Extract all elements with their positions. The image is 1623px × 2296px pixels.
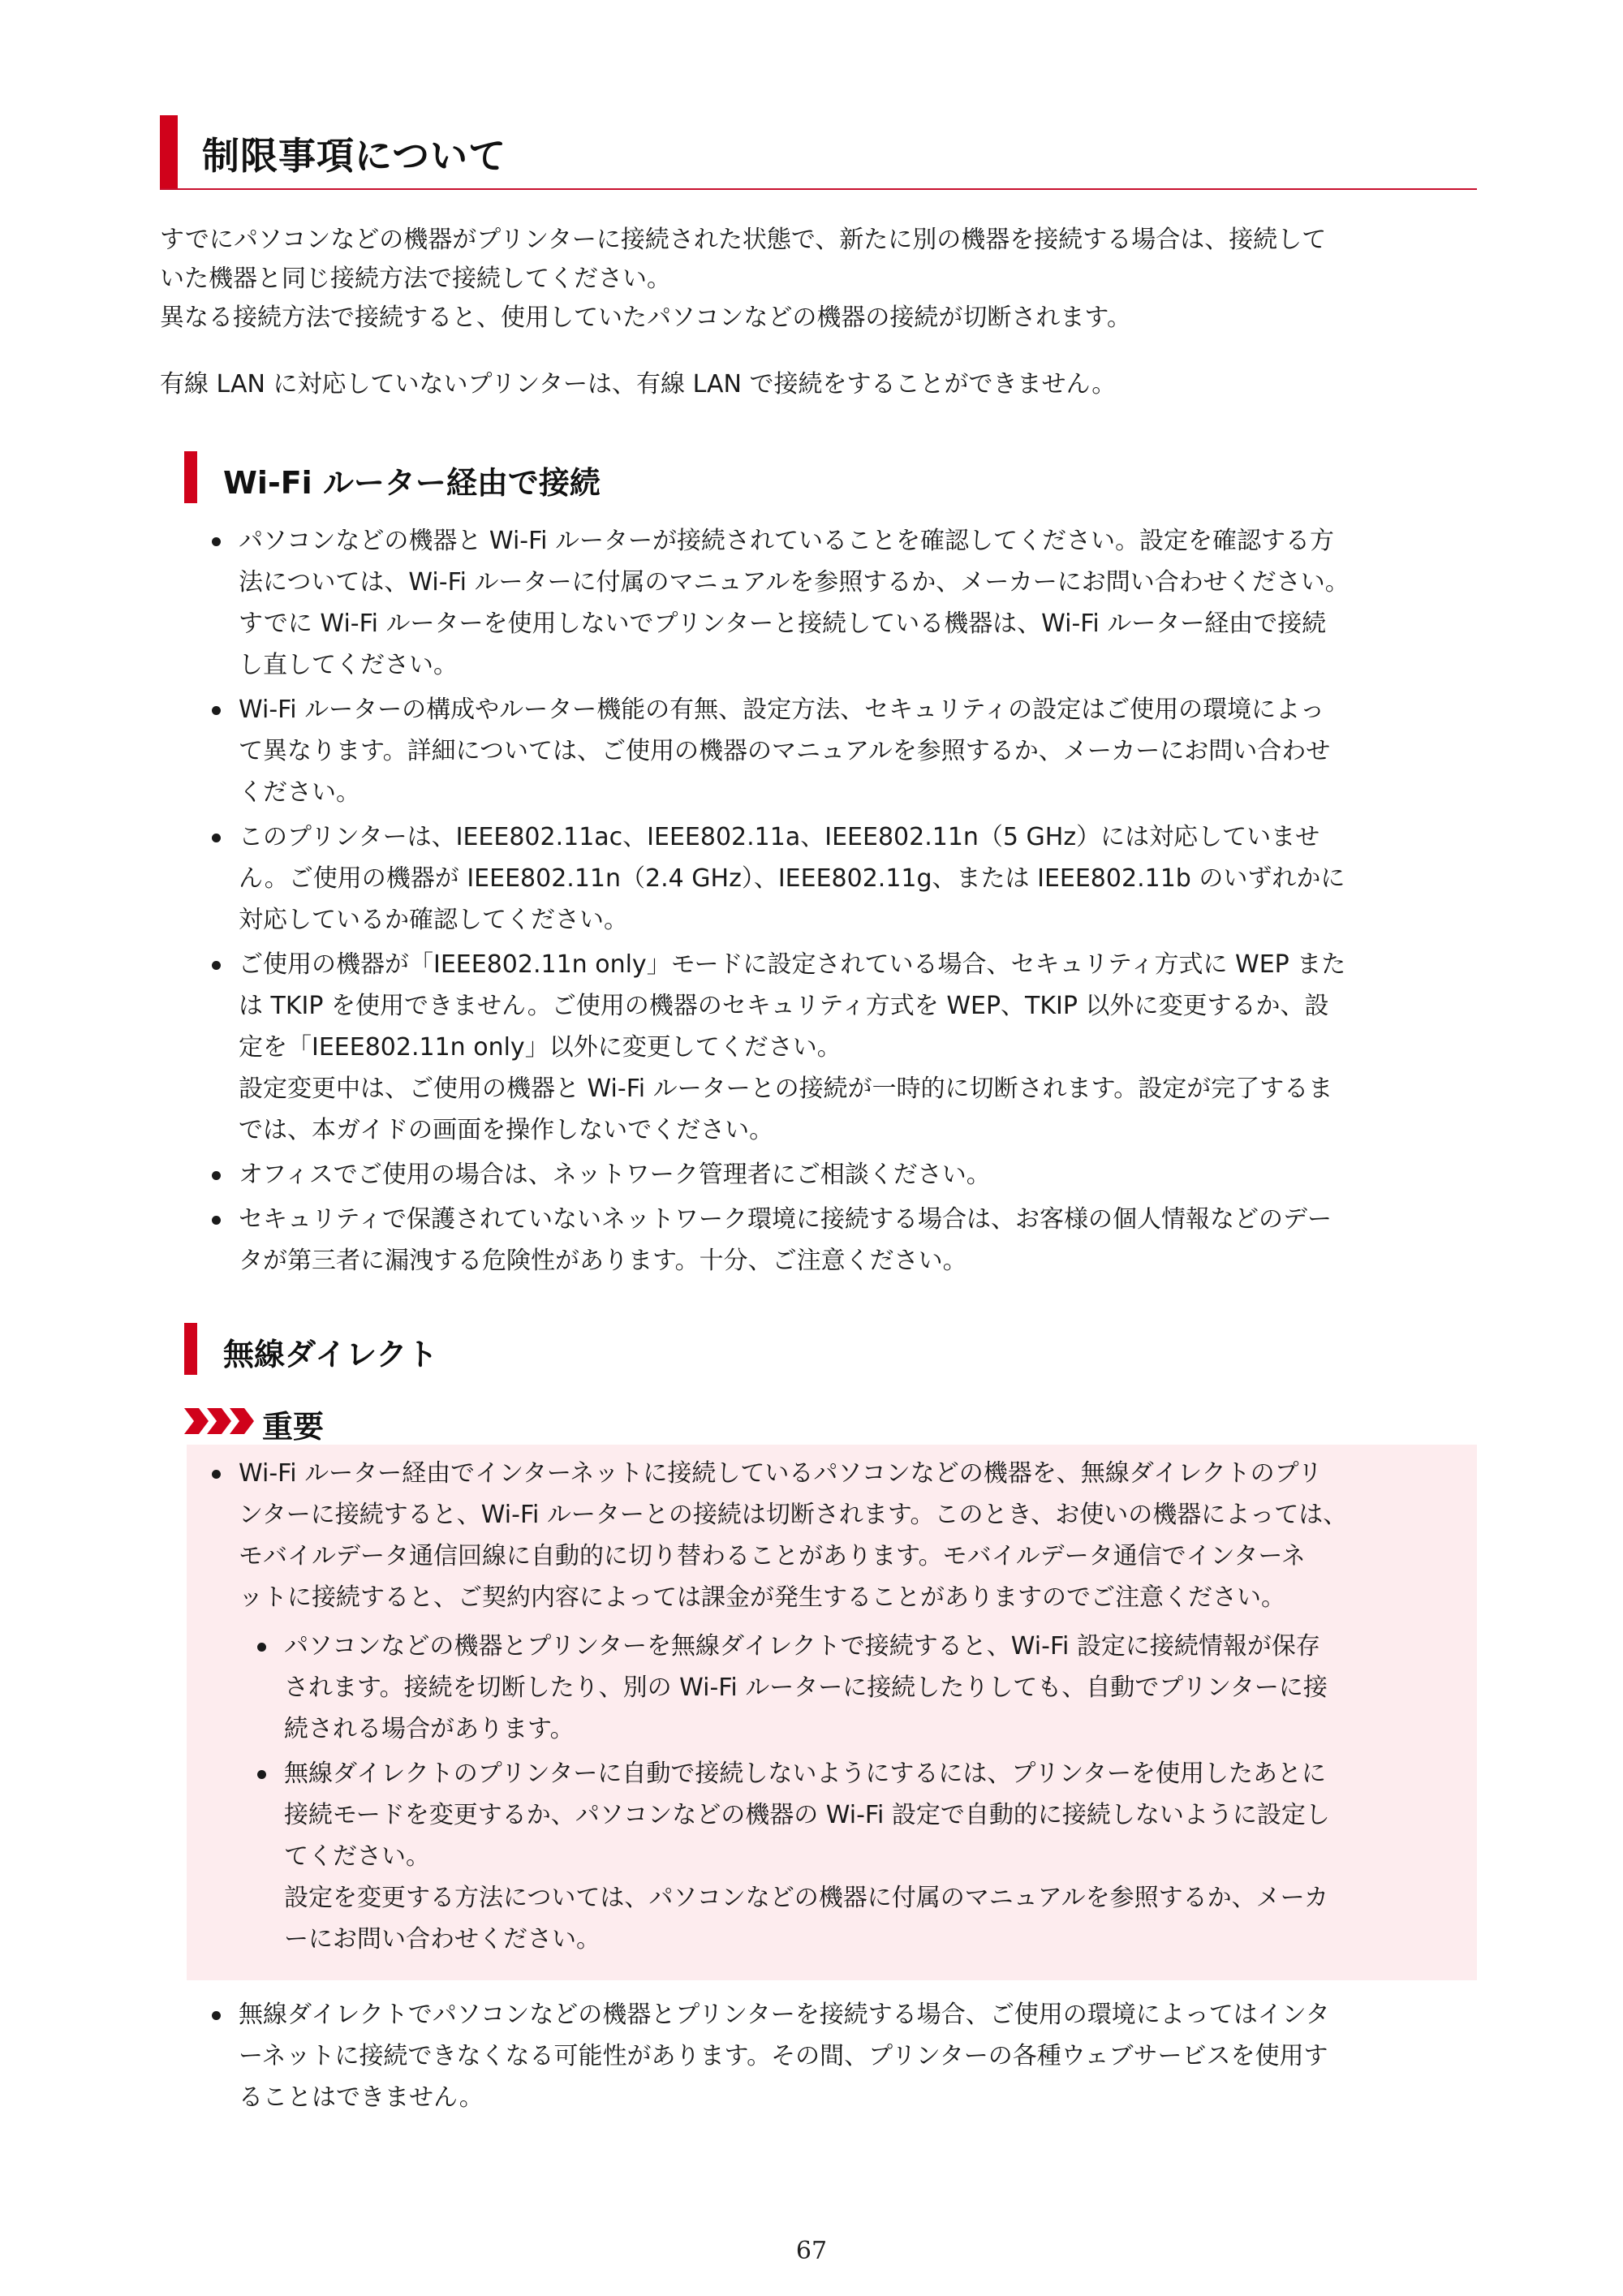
direct-bullet-list: [239, 1994, 1488, 2122]
page-title: 制限事項について: [202, 134, 507, 178]
list-item: [239, 1154, 1488, 1195]
intro-paragraph: [160, 221, 1483, 338]
list-item-line: ンターに接続すると、Wi-Fi ルーターとの接続は切断されます。このとき、お使いの機器によっては、: [239, 1501, 1348, 1529]
wifi-heading-text: Wi-Fi ルーター経由で接続: [223, 465, 601, 501]
heading-accent-bar: [184, 1323, 197, 1375]
bullet-dot-icon: [212, 706, 221, 715]
bullet-dot-icon: [212, 1171, 221, 1180]
section-title-block: [160, 115, 1477, 190]
list-item: [239, 944, 1488, 1151]
list-item-line: 無線ダイレクトのプリンターに自動で接続しないようにするには、プリンターを使用したあとに: [284, 1760, 1326, 1788]
bullet-dot-icon: [212, 1470, 221, 1479]
list-item-line: 定を「IEEE802.11n only」以外に変更してください。: [239, 1033, 842, 1062]
list-item-line: 続される場合があります。: [284, 1715, 575, 1743]
list-item-line: パソコンなどの機器とプリンターを無線ダイレクトで接続すると、Wi-Fi 設定に接続情報が保存: [284, 1632, 1320, 1661]
list-item: [239, 689, 1488, 813]
intro-line: すでにパソコンなどの機器がプリンターに接続された状態で、新たに別の機器を接続する場合は、接続して: [160, 226, 1327, 254]
list-item-line: ん。ご使用の機器が IEEE802.11n（2.4 GHz）、IEEE802.11g、または IEEE802.11b のいずれかに: [239, 864, 1345, 893]
bullet-dot-icon: [257, 1770, 266, 1779]
bullet-dot-icon: [212, 961, 221, 970]
list-item-line: ご使用の機器が「IEEE802.11n only」モードに設定されている場合、セキュリティ方式に WEP また: [239, 950, 1346, 979]
list-item-line: ーにお問い合わせください。: [284, 1925, 601, 1954]
list-item-line: セキュリティで保護されていないネットワーク環境に接続する場合は、お客様の個人情報などのデー: [239, 1205, 1332, 1234]
bullet-dot-icon: [257, 1643, 266, 1652]
list-item-line: されます。接続を切断したり、別の Wi-Fi ルーターに接続したりしても、自動でプリンターに接: [284, 1674, 1328, 1702]
intro-line: 異なる接続方法で接続すると、使用していたパソコンなどの機器の接続が切断されます。: [160, 304, 1131, 332]
list-item-line: オフィスでご使用の場合は、ネットワーク管理者にご相談ください。: [239, 1161, 991, 1189]
heading-accent-bar: [184, 451, 197, 503]
bullet-dot-icon: [212, 1216, 221, 1225]
bullet-dot-icon: [212, 537, 221, 546]
list-item-line: て異なります。詳細については、ご使用の機器のマニュアルを参照するか、メーカーにお問い合わせ: [239, 737, 1331, 765]
list-item: [284, 1626, 1481, 1750]
important-label-text: 重要: [262, 1409, 325, 1445]
list-item-line: ットに接続すると、ご契約内容によっては課金が発生することがありますのでご注意ください。: [239, 1583, 1285, 1612]
direct-heading-text: 無線ダイレクト: [223, 1337, 438, 1372]
list-item-line: ーネットに接続できなくなる可能性があります。その間、プリンターの各種ウェブサービスを使用す: [239, 2042, 1328, 2070]
list-item-line: このプリンターは、IEEE802.11ac、IEEE802.11a、IEEE802.11n（5 GHz）には対応していませ: [239, 823, 1320, 851]
intro-line: いた機器と同じ接続方法で接続してください。: [160, 265, 671, 293]
list-item-line: 対応しているか確認してください。: [239, 906, 628, 934]
list-item: [239, 1453, 1480, 1618]
list-item-line: では、本ガイドの画面を操作しないでください。: [239, 1116, 774, 1144]
list-item-line: Wi-Fi ルーターの構成やルーター機能の有無、設定方法、セキュリティの設定はご使用の環境によっ: [239, 696, 1325, 724]
list-item-line: は TKIP を使用できません。ご使用の機器のセキュリティ方式を WEP、TKIP 以外に変更するか、設: [239, 992, 1329, 1020]
list-item-line: 接続モードを変更するか、パソコンなどの機器の Wi-Fi 設定で自動的に接続しないように設定し: [284, 1801, 1330, 1829]
bullet-dot-icon: [212, 2011, 221, 2020]
wired-lan-note: 有線 LAN に対応していないプリンターは、有線 LAN で接続をすることができません。: [160, 370, 1117, 398]
list-item-line: すでに Wi-Fi ルーターを使用しないでプリンターと接続している機器は、Wi-Fi ルーター経由で接続: [239, 610, 1327, 638]
list-item-line: Wi-Fi ルーター経由でインターネットに接続しているパソコンなどの機器を、無線ダイレクトのプリ: [239, 1459, 1323, 1488]
title-accent-bar: [160, 115, 178, 188]
list-item-line: ることはできません。: [239, 2083, 484, 2112]
list-item-line: 無線ダイレクトでパソコンなどの機器とプリンターを接続する場合、ご使用の環境によってはインタ: [239, 2001, 1330, 2029]
list-item: [239, 520, 1488, 686]
important-sub-bullet-list: [284, 1626, 1481, 1963]
list-item: [239, 1994, 1488, 2118]
list-item-line: パソコンなどの機器と Wi-Fi ルーターが接続されていることを確認してください。設定を確認する方: [239, 527, 1335, 555]
list-item-line: モバイルデータ通信回線に自動的に切り替わることがあります。モバイルデータ通信でインターネ: [239, 1542, 1306, 1570]
page-number: 67: [795, 2237, 828, 2265]
list-item: [284, 1753, 1481, 1960]
bullet-dot-icon: [212, 834, 221, 842]
wifi-bullet-list: [239, 520, 1488, 1285]
list-item: [239, 1199, 1488, 1282]
list-item: [239, 816, 1488, 941]
list-item-line: タが第三者に漏洩する危険性があります。十分、ご注意ください。: [239, 1247, 967, 1275]
list-item-line: 法については、Wi-Fi ルーターに付属のマニュアルを参照するか、メーカーにお問い合わせください。: [239, 568, 1350, 597]
list-item-line: ください。: [239, 778, 360, 807]
list-item-line: てください。: [284, 1842, 430, 1871]
list-item-line: し直してください。: [239, 651, 458, 679]
list-item-line: 設定を変更する方法については、パソコンなどの機器に付属のマニュアルを参照するか、メーカ: [284, 1884, 1328, 1912]
important-chevrons-icon: [184, 1405, 257, 1437]
important-bullet-list: [239, 1453, 1480, 1622]
list-item-line: 設定変更中は、ご使用の機器と Wi-Fi ルーターとの接続が一時的に切断されます。設定が完了するま: [239, 1075, 1333, 1103]
